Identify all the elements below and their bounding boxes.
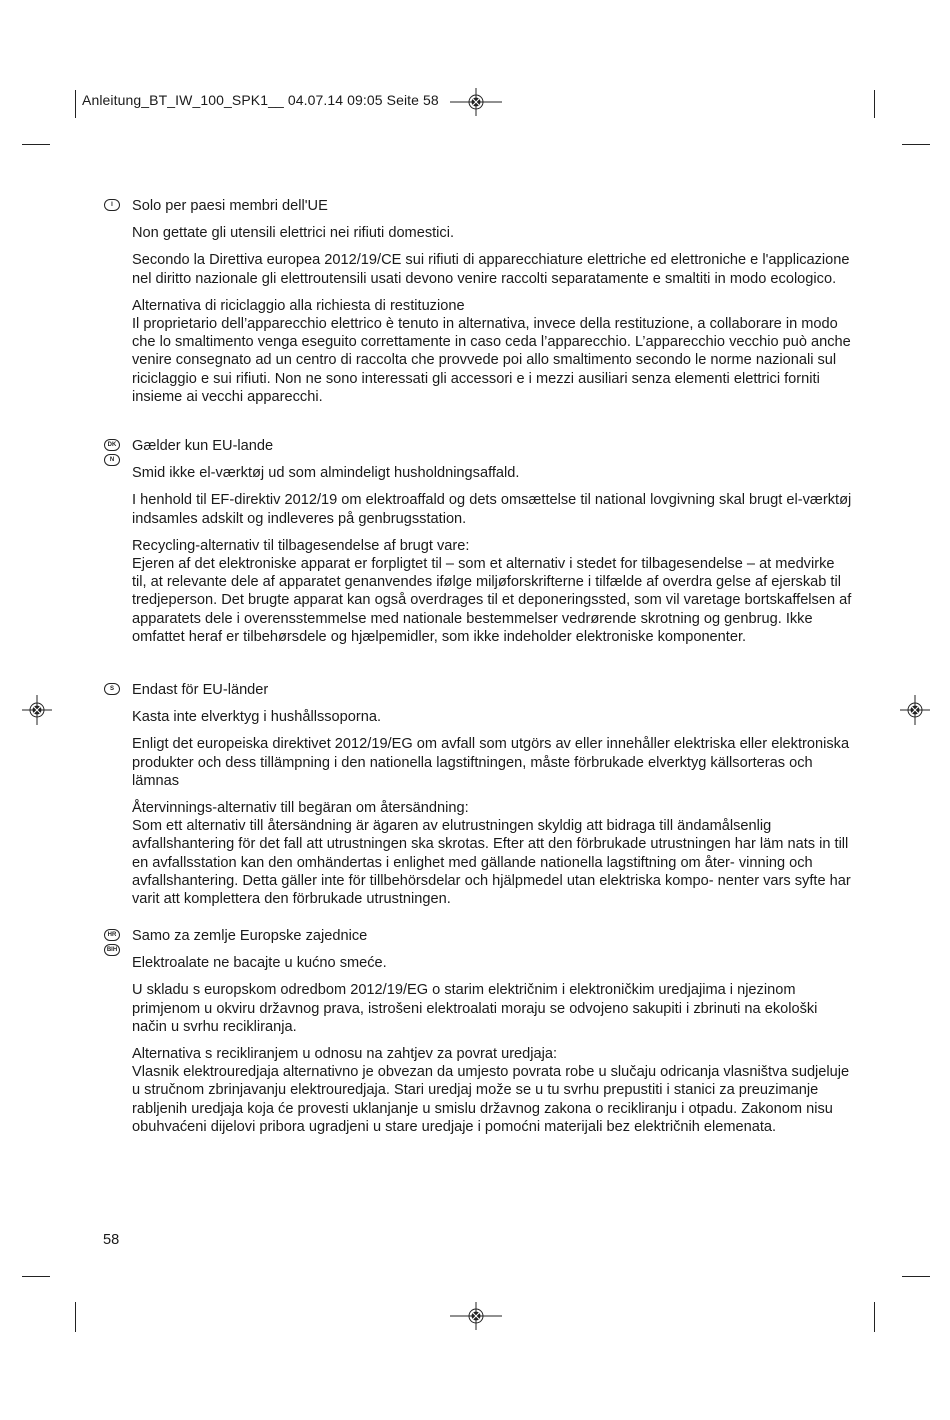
section-danish (0, 437, 950, 646)
country-code-badge: HR (104, 929, 120, 941)
print-slug: Anleitung_BT_IW_100_SPK1__ 04.07.14 09:05 Seite 58 (82, 92, 439, 108)
paragraph: Recycling-alternativ til tilbagesendelse af brugt vare: Ejeren af det elektroniske apparat er forpligtet til – som et alternativ i stedet for tilbagesendelse – at medvirke til, at relevante dele af apparatet genanvendes ifølge miljøforskrifterne i tilfælde af overdra gelse af ejerskab til tredjeperson. Det brugte apparat kan også overdrages til et deponeringssted, som vil varetage bortskaffelsen af apparatets dele i overensstemmelse med nationale bestemmelser vedrørende skrotning og genbrug. Ikke omfattet heraf er tilbehørsdele og hjælpemidler, som ikke indeholder elektroniske komponenter. (132, 537, 852, 645)
page-number: 58 (103, 1232, 120, 1248)
paragraph: I henhold til EF-direktiv 2012/19 om elektroaffald og dets omsættelse til national lovgivning skal brugt el-værktøj indsamles adskilt og indleveres på genbrugsstation. (132, 492, 852, 527)
paragraph: Smid ikke el-værktøj ud som almindeligt husholdningsaffald. (132, 465, 520, 482)
country-flags (104, 199, 120, 214)
section-swedish (0, 681, 950, 908)
paragraph: Non gettate gli utensili elettrici nei rifiuti domestici. (132, 225, 455, 242)
country-code-badge: N (104, 454, 120, 466)
paragraph: Alternativa s recikliranjem u odnosu na zahtjev za povrat uredjaja: Vlasnik elektrouredjaja alternativno je obvezan da umjesto povrata robe u slučaju odricanja vlasništva sudjeluje u stručnom zbrinjavanju elektrouredjaja. Stari uredjaj može se u tu svrhu prepustiti i stanici za preuzimanje rabljenih uredjaja koja će provesti uklanjanje u smislu državnog zakona o recikliranju i otpadu. Zakonom nisu obuhvaćeni dijelovi pribora ugradjeni u stare uredjaje i pomoćni materijali bez električnih elemenata. (132, 1046, 850, 1135)
crop-mark (75, 1302, 76, 1332)
section-croatian (0, 927, 950, 1136)
paragraph: Kasta inte elverktyg i hushållssoporna. (132, 709, 382, 726)
crop-mark (874, 1302, 875, 1332)
section-heading: Endast för EU-länder (132, 682, 269, 698)
section-italian (0, 197, 950, 406)
paragraph: Enligt det europeiska direktivet 2012/19/EG om avfall som utgörs av eller innehåller elektriska eller elektroniska produkter och dess tillämpning i den nationella lagstiftningen, måste förbrukade elverktyg källsorteras och lämnas (132, 736, 850, 789)
paragraph: Elektroalate ne bacajte u kućno smeće. (132, 955, 387, 972)
country-flags (104, 929, 120, 959)
country-code-badge: BIH (104, 944, 120, 956)
registration-mark-icon (450, 1302, 502, 1330)
crop-mark (874, 90, 875, 118)
section-heading: Samo za zemlje Europske zajednice (132, 928, 368, 944)
paragraph: Återvinnings-alternativ till begäran om återsändning: Som ett alternativ till återsändning är ägaren av elutrustningen skyldig att bidraga till ändamålsenlig avfallshantering för det fall att utrustningen ska skrotas. Efter att den förbrukade utrustningen har läm nats in till en avfallsstation kan den omhändertas i enlighet med gällande nationella lagstiftning om åter- vinning och avfallshantering. Detta gäller inte för tillbehörsdelar och hjälpmedel utan elektriska kompo- nenter vars syfte har varit att komplettera den förbrukade utrustningen. (132, 800, 851, 908)
crop-mark (22, 144, 50, 145)
country-flags (104, 439, 120, 469)
country-flags (104, 683, 120, 698)
country-code-badge: S (104, 683, 120, 695)
crop-mark (902, 1276, 930, 1277)
country-code-badge: DK (104, 439, 120, 451)
country-code-badge: I (104, 199, 120, 211)
paragraph: U skladu s europskom odredbom 2012/19/EG o starim električnim i elektroničkim uredjajima i njezinom primjenom u okviru državnog prava, istrošeni elektroalati moraju se odvojeno sakupiti i zbrinuti na ekološki način u svrhu recikliranja. (132, 982, 818, 1035)
crop-mark (75, 90, 76, 118)
registration-mark-icon (450, 88, 502, 116)
section-heading: Solo per paesi membri dell'UE (132, 198, 328, 214)
paragraph: Secondo la Direttiva europea 2012/19/CE sui rifiuti di apparecchiature elettriche ed elettroniche e l'applicazione nel diritto nazionale gli elettroutensili usati devono venire raccolti separatamente e smaltiti in modo ecologico. (132, 252, 850, 287)
section-heading: Gælder kun EU-lande (132, 438, 274, 454)
crop-mark (902, 144, 930, 145)
crop-mark (22, 1276, 50, 1277)
paragraph: Alternativa di riciclaggio alla richiesta di restituzione Il proprietario dell’apparecchio elettrico è tenuto in alternativa, invece della restituzione, a collaborare in modo che lo smaltimento venga eseguito correttamente in caso ceda l’apparecchio. L’apparecchio vecchio può anche venire consegnato ad un centro di raccolta che provvede poi allo smaltimento secondo le norme nazionali sul riciclaggio e sui rifiuti. Non ne sono interessati gli accessori e i mezzi ausiliari senza elementi elettrici forniti insieme ai vecchi apparecchi. (132, 297, 851, 405)
